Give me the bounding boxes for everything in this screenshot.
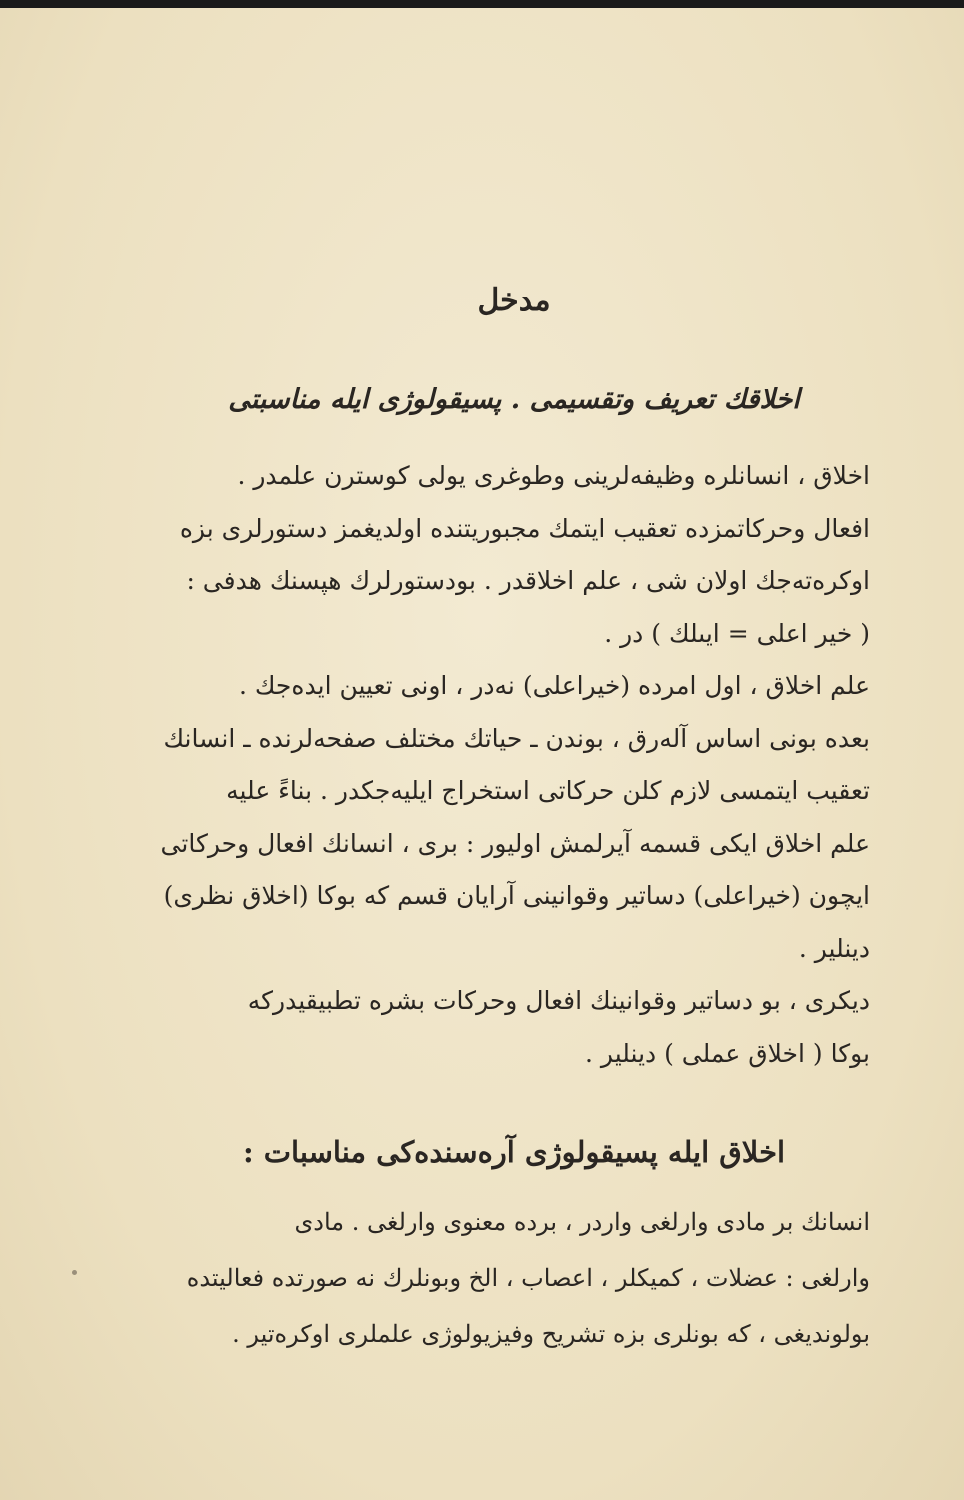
section-title: اخلاقك تعريف وتقسيمى . پسيقولوژى ايله مناسبتى (228, 384, 800, 415)
text-line: وارلغى : عضلات ، كميكلر ، اعصاب ، الخ وبونلرك نه صورتده فعاليتده (186, 1264, 870, 1292)
text-line: اوكره‌ته‌جك اولان شى ، علم اخلاقدر . بودستورلرك هپسنك هدفى : (186, 566, 870, 595)
text-line: ديكرى ، بو دساتير وقوانينك افعال وحركات بشره تطبيقيدركه (247, 986, 870, 1015)
book-page (0, 8, 964, 1500)
chapter-title: مدخل (477, 283, 551, 318)
text-line: دينلير . (798, 933, 870, 963)
text-line: تعقيب ايتمسى لازم كلن حركاتى استخراج ايليه‌جكدر . بناءً عليه (226, 776, 870, 805)
paragraph-1 (158, 450, 870, 660)
text-line: اخلاق ، انسانلره وظيفه‌لرينى وطوغرى يولى كوسترن علمدر . (237, 461, 870, 490)
page-text-area (158, 278, 870, 1362)
paragraph-3 (158, 975, 870, 1080)
text-line: بعده بونى اساس آله‌رق ، بوندن ـ حياتك مختلف صفحه‌لرنده ـ انسانك (163, 723, 870, 753)
text-line: افعال وحركاتمزده تعقيب ايتمك مجبوريتنده اولديغمز دستورلرى بزه (179, 513, 870, 543)
text-line: بولونديغى ، كه بونلرى بزه تشريح وفيزيولوژى علملرى اوكره‌تير . (232, 1320, 870, 1348)
paragraph-4 (158, 1194, 870, 1362)
text-line: ( خير اعلى = ايىلك ) در . (604, 618, 870, 648)
text-line: علم اخلاق ، اول امرده (خيراعلى) نه‌در ، اونى تعيين ايده‌جك . (238, 671, 870, 700)
text-line: بوكا ( اخلاق عملى ) دينلير . (585, 1038, 870, 1068)
subheading: اخلاق ايله پسيقولوژى آره‌سنده‌كى مناسبات : (242, 1135, 786, 1169)
text-line: ايچون (خيراعلى) دساتير وقوانينى آرايان قسم كه بوكا (اخلاق نظرى) (163, 881, 870, 910)
text-line: علم اخلاق ايكى قسمه آيرلمش اوليور : برى ، انسانك افعال وحركاتى (160, 828, 870, 858)
paper-speck (72, 1270, 77, 1275)
paragraph-2 (158, 660, 870, 975)
text-line: انسانك بر مادى وارلغى واردر ، برده معنوى وارلغى . مادى (294, 1208, 870, 1236)
